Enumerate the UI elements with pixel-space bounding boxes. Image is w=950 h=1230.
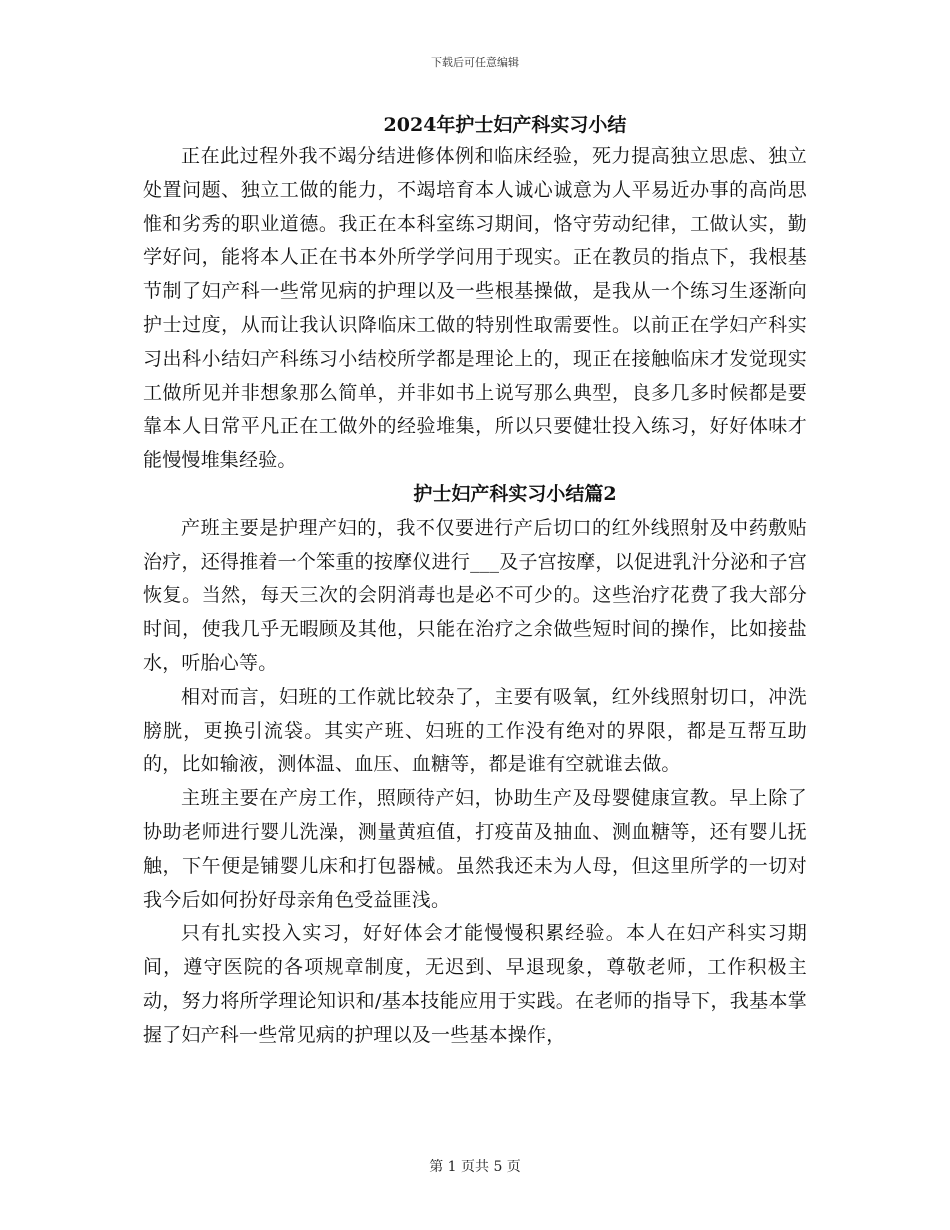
body-paragraph: 只有扎实投入实习，好好体会才能慢慢积累经验。本人在妇产科实习期间，遵守医院的各项规章制度，无迟到、早退现象，尊敬老师，工作积极主动，努力将所学理论知识和/基本技能应用于实践。在老师的指导下，我基本掌握了妇产科一些常见病的护理以及一些基本操作， (143, 922, 807, 1046)
body-paragraph: 相对而言，妇班的工作就比较杂了，主要有吸氧，红外线照射切口，冲洗膀胱，更换引流袋。其实产班、妇班的工作没有绝对的界限，都是互帮互助的，比如输液，测体温、血压、血糖等，都是谁有空就谁去做。 (143, 685, 807, 776)
page-header: 下载后可任意编辑 (431, 56, 519, 69)
page-footer: 第 1 页共 5 页 (429, 1159, 521, 1175)
document-body (143, 140, 807, 1053)
document-title: 2024年护士妇产科实习小结 (383, 114, 627, 136)
body-paragraph: 正在此过程外我不竭分结进修体例和临床经验，死力提高独立思虑、独立处置问题、独立工做的能力，不竭培育本人诚心诚意为人平易近办事的高尚思惟和劣秀的职业道德。我正在本科室练习期间，恪守劳动纪律，工做认实，勤学好问，能将本人正在书本外所学学问用于现实。正在教员的指点下，我根基节制了妇产科一些常见病的护理以及一些根基操做，是我从一个练习生逐渐向护士过度，从而让我认识降临床工做的特别性取需要性。以前正在学妇产科实习出科小结妇产科练习小结校所学都是理论上的，现正在接触临床才发觉现实工做所见并非想象那么简单，并非如书上说写那么典型，良多几多时候都是要靠本人日常平凡正在工做外的经验堆集，所以只要健壮投入练习，好好体味才能慢慢堆集经验。 (143, 145, 807, 472)
section-title: 护士妇产科实习小结篇2 (413, 482, 617, 505)
body-paragraph: 产班主要是护理产妇的，我不仅要进行产后切口的红外线照射及中药敷贴治疗，还得推着一个笨重的按摩仪进行___及子宫按摩，以促进乳汁分泌和子宫恢复。当然，每天三次的会阴消毒也是必不可少的。这些治疗花费了我大部分时间，使我几乎无暇顾及其他，只能在治疗之余做些短时间的操作，比如接盐水，听胎心等。 (143, 516, 807, 674)
body-paragraph: 主班主要在产房工作，照顾待产妇，协助生产及母婴健康宣教。早上除了协助老师进行婴儿洗澡，测量黄疸值，打疫苗及抽血、测血糖等，还有婴儿抚触，下午便是铺婴儿床和打包器械。虽然我还未为人母，但这里所学的一切对我今后如何扮好母亲角色受益匪浅。 (143, 787, 807, 911)
